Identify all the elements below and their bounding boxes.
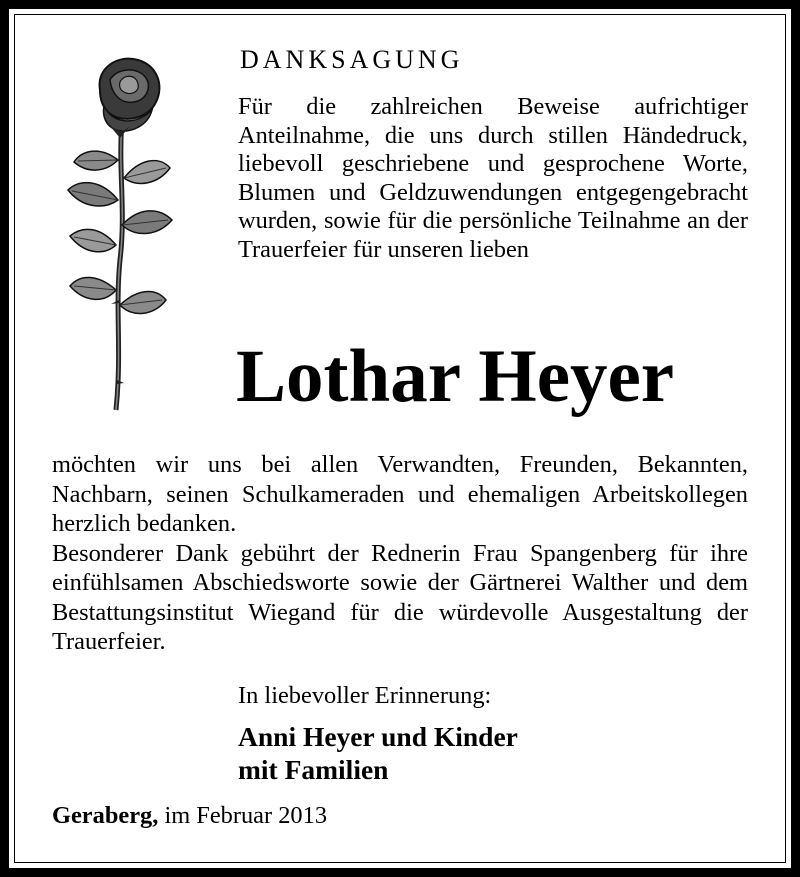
intro-paragraph: [238, 93, 748, 264]
date-text: im Februar 2013: [164, 802, 328, 829]
signers-block: [238, 720, 518, 786]
rose-icon: [60, 50, 180, 420]
intro-text: Für die zahlreichen Beweise aufrichtiger Anteilnahme, die uns durch stillen Händedruck, liebevoll geschriebene und gesprochene Worte, Blumen und Geldzuwendungen entgegengebracht wurden, sowie für die persönliche Teilnahme an der Trauerfeier für unseren lieben: [238, 93, 748, 263]
thanks-paragraph-2: Besonderer Dank gebührt der Rednerin Frau Spangenberg für ihre einfühlsamen Abschiedsworte sowie der Gärtnerei Walther und dem Bestattungsinstitut Wiegand für die würdevolle Ausgestaltung der Trauerfeier.: [52, 539, 748, 655]
notice-heading: DANKSAGUNG: [240, 45, 464, 74]
remembrance-line: In liebevoller Erinnerung:: [238, 682, 492, 709]
thanks-paragraph-1: möchten wir uns bei allen Verwandten, Freunden, Bekannten, Nachbarn, seinen Schulkameraden und ehemaligen Arbeitskollegen herzlich bedanken.: [52, 451, 748, 537]
signers-line-2: mit Familien: [238, 754, 389, 785]
place-name: Geraberg,: [52, 802, 159, 829]
thanks-body: [52, 450, 748, 657]
place-date-line: [52, 800, 327, 832]
deceased-name: Lothar Heyer: [236, 335, 675, 418]
signers-line-1: Anni Heyer und Kinder: [238, 721, 518, 752]
